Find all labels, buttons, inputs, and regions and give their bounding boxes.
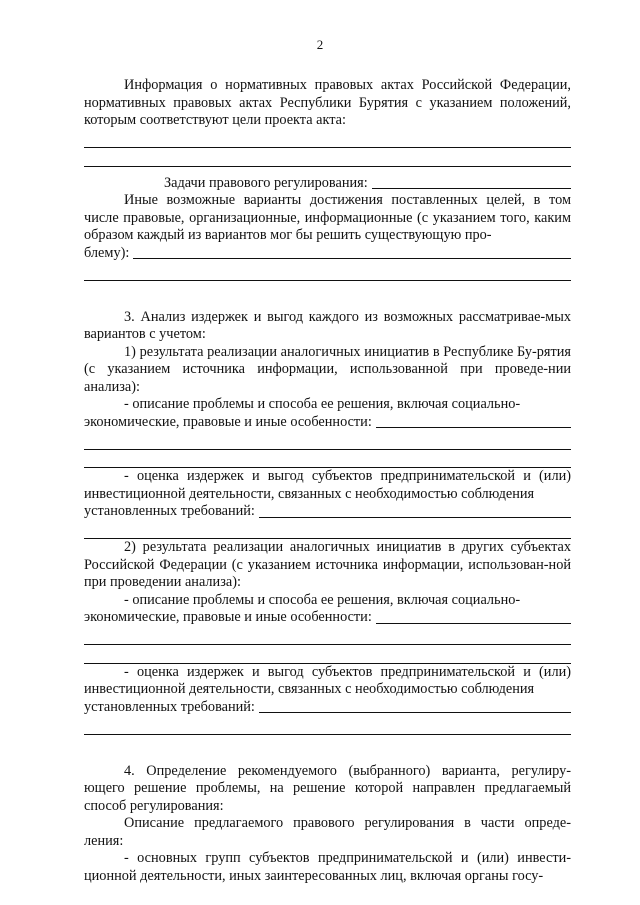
blank-line[interactable] (84, 130, 571, 149)
item1-problem-text: экономические, правовые и иные особенности: (84, 413, 372, 430)
section4-heading: 4. Определение рекомендуемого (выбранного) варианта, регулиру-ющего решение проблемы, на решение которой направлен предлагаемый способ регулирования: (84, 762, 571, 814)
tasks-row (84, 175, 571, 193)
section3-item1-costs: - оценка издержек и выгод субъектов предпринимательской и (или) инвестиционной деятельности, связанных с необходимостью соблюдения (84, 468, 571, 502)
item2-costs-row (84, 699, 571, 717)
section3-item2-problem: - описание проблемы и способа ее решения, включая социально- (124, 591, 521, 608)
blank-line[interactable] (84, 716, 571, 735)
alternatives-paragraph: Иные возможные варианты достижения поставленных целей, в том числе правовые, организационные, информационные (с указанием того, каким образом каждый из вариантов мог бы решить существующую про- (84, 192, 571, 243)
alternatives-tail: блему): (84, 244, 130, 261)
section3-item1-problem: - описание проблемы и способа ее решения, включая социально- (124, 396, 521, 412)
item1-costs-text: установленных требований: (84, 503, 255, 519)
section4-groups: - основных групп субъектов предпринимательской и (или) инвести-ционной деятельности, иных заинтересованных лиц, включая органы госу- (84, 850, 571, 884)
item1-problem-blank[interactable] (376, 427, 571, 428)
blank-line[interactable] (84, 627, 571, 646)
info-paragraph: Информация о нормативных правовых актах Российской Федерации, нормативных правовых актах Республики Бурятия с указанием положений, которым соответствуют цели проекта акта: (84, 77, 571, 128)
item2-problem-text: экономические, правовые и иные особенности: (84, 609, 372, 625)
item1-costs-blank[interactable] (259, 517, 571, 518)
page-number: 2 (316, 37, 324, 52)
section3-item2-costs: - оценка издержек и выгод субъектов предпринимательской и (или) инвестиционной деятельности, связанных с необходимостью соблюдения (84, 663, 571, 697)
blank-line[interactable] (84, 645, 571, 664)
item2-problem-row (84, 609, 571, 627)
blank-line[interactable] (84, 521, 571, 540)
blank-line[interactable] (84, 431, 571, 450)
item1-costs-row (84, 503, 571, 521)
item2-problem-blank[interactable] (376, 623, 571, 624)
section3-heading: 3. Анализ издержек и выгод каждого из возможных рассматривае-мых вариантов с учетом: (84, 308, 571, 342)
item2-costs-blank[interactable] (259, 712, 571, 713)
alternatives-blank[interactable] (133, 258, 571, 259)
section3-item2: 2) результата реализации аналогичных инициатив в других субъектах Российской Федерации (с указанием источника информации, использован-ной при проведении анализа): (84, 539, 571, 590)
alternatives-row (84, 245, 571, 263)
item1-problem-row (84, 414, 571, 432)
document-body (84, 77, 571, 885)
blank-line[interactable] (84, 450, 571, 469)
section4-description: Описание предлагаемого правового регулирования в части опреде-ления: (84, 815, 571, 849)
blank-line[interactable] (84, 148, 571, 167)
section3-item1: 1) результата реализации аналогичных инициатив в Республике Бу-рятия (с указанием источника информации, использованной при проведе-нии анализа): (84, 343, 571, 395)
tasks-label: Задачи правового регулирования: (164, 174, 368, 191)
item2-costs-text: установленных требований: (84, 698, 255, 715)
tasks-blank[interactable] (372, 188, 571, 189)
blank-line[interactable] (84, 262, 571, 281)
